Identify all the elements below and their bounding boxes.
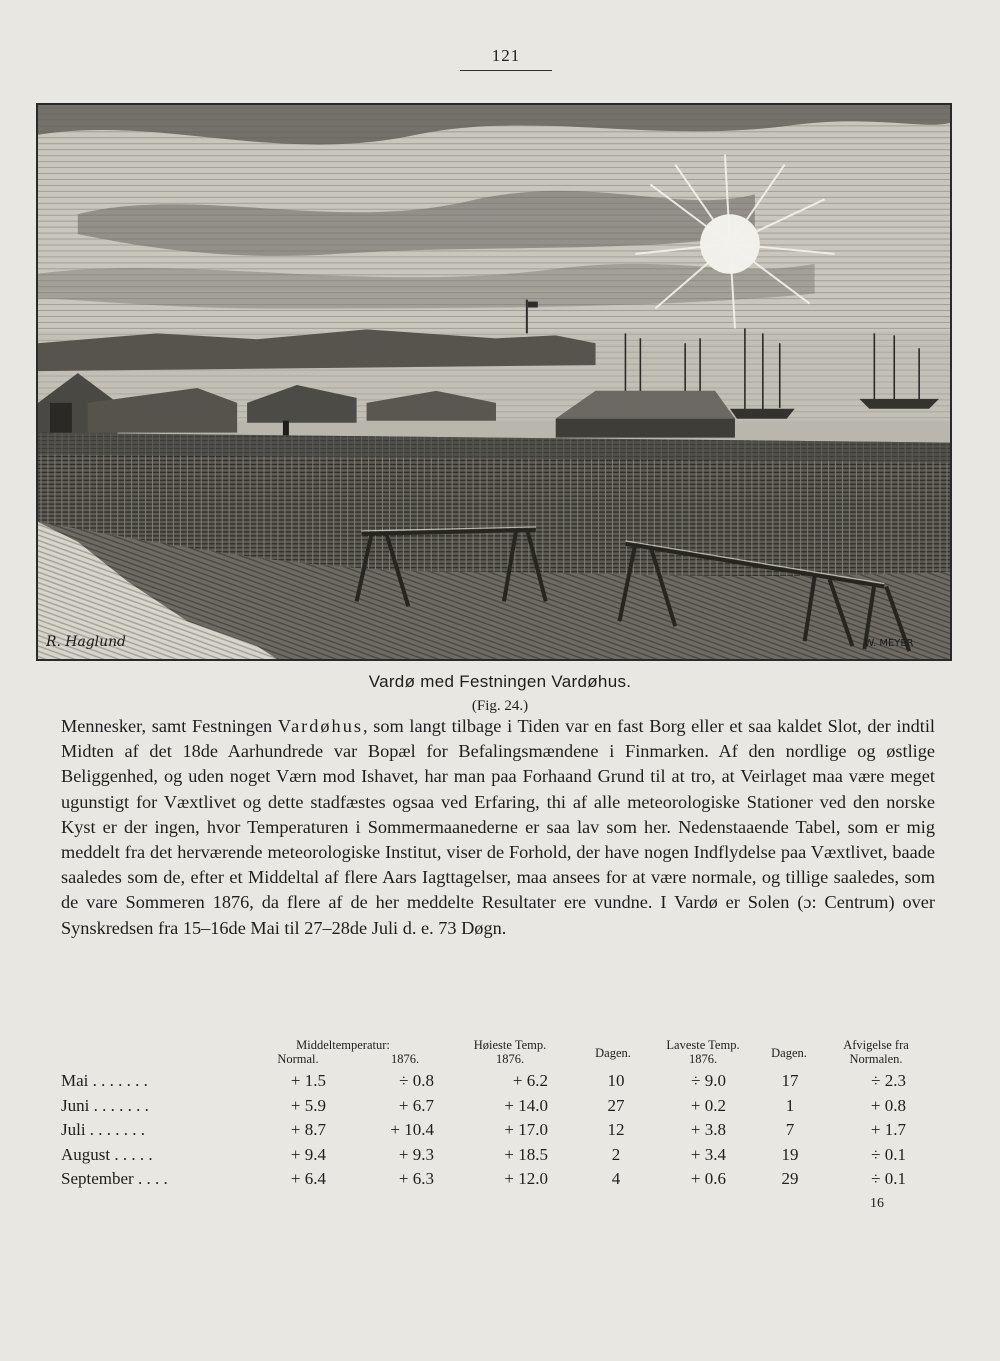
normal-temp: + 9.4 xyxy=(290,1144,326,1164)
normal-temp: + 5.9 xyxy=(290,1095,326,1115)
high-temp: + 12.0 xyxy=(504,1169,548,1188)
temp-1876: + 6.7 xyxy=(398,1095,434,1115)
header-dagen-2: Dagen. xyxy=(771,1046,807,1060)
header-1876: 1876. xyxy=(390,1052,420,1066)
temp-1876: ÷ 0.8 xyxy=(399,1071,434,1090)
deviation: + 1.7 xyxy=(870,1120,906,1139)
high-day: 12 xyxy=(607,1120,625,1139)
header-hoieste-year: 1876. xyxy=(495,1052,525,1066)
header-normal: Normal. xyxy=(277,1052,319,1066)
table-row xyxy=(0,1145,1000,1170)
temperature-table xyxy=(0,1071,1000,1194)
header-laveste: Laveste Temp. xyxy=(666,1038,740,1052)
deviation: + 0.8 xyxy=(870,1095,906,1115)
high-day: 2 xyxy=(611,1144,621,1164)
temp-1876: + 10.4 xyxy=(390,1120,434,1139)
low-temp: ÷ 9.0 xyxy=(691,1071,726,1090)
high-temp: + 17.0 xyxy=(504,1120,548,1139)
artist-signature-left: R. Haglund xyxy=(45,634,126,651)
low-temp: + 0.6 xyxy=(690,1169,726,1188)
high-temp: + 18.5 xyxy=(504,1144,548,1164)
deviation: ÷ 2.3 xyxy=(871,1071,906,1090)
header-afvigelse: Afvigelse fra xyxy=(843,1038,909,1052)
high-day: 10 xyxy=(607,1071,625,1090)
table-header xyxy=(0,1038,1000,1068)
header-normalen: Normalen. xyxy=(849,1052,903,1066)
header-laveste-year: 1876. xyxy=(688,1052,718,1066)
header-dagen-1: Dagen. xyxy=(595,1046,631,1060)
low-day: 17 xyxy=(781,1071,799,1090)
signature-mark: 16 xyxy=(870,1196,884,1211)
high-day: 27 xyxy=(607,1095,625,1115)
month-label: September . . . . xyxy=(61,1169,168,1188)
header-middeltemp: Middeltemperatur: xyxy=(296,1038,390,1052)
temp-1876: + 6.3 xyxy=(398,1169,434,1188)
harbor-engraving xyxy=(38,105,950,659)
table-row xyxy=(0,1169,1000,1194)
normal-temp: + 8.7 xyxy=(290,1120,326,1139)
normal-temp: + 1.5 xyxy=(290,1071,326,1090)
low-temp: + 3.8 xyxy=(690,1120,726,1139)
body-text-rest: , som langt tilbage i Tiden var en fast Borg eller et saa kaldet Slot, der indtil Midten af det 18de Aarhundrede var Bopæl for Befalingsmændene i Finmarken. Af den nordlige og østlige Beliggenhed, og uden noget Værn mod Ishavet, har man paa Forhaand Grund til at tro, at Veirlaget maa være meget ugunstigt for Væxtlivet og dette stadfæstes ogsaa ved Erfaring, thi af alle meteorologiske Stationer ved den norske Kyst er der ingen, hvor Temperaturen i Sommermaanederne er saa lav som her. Nedenstaaende Tabel, som er mig meddelt fra det herværende meteorologiske Institut, viser de Forhold, der have nogen Indflydelse paa Væxtlivet, baade saaledes som de, efter et Middeltal af flere Aars Iagttagelser, maa ansees for at være normale, og tillige saaledes, som de vare Sommeren 1876, da flere af de her meddelte Resultater ere vundne. I Vardø er Solen (ɔ: Centrum) over Synskredsen fra 15–16de Mai til 27–28de Juli d. e. 73 Døgn. xyxy=(61,716,935,938)
figure-reference: (Fig. 24.) xyxy=(471,698,529,714)
low-temp: + 3.4 xyxy=(690,1144,726,1164)
body-text-start: Mennesker, samt Festningen xyxy=(61,716,278,736)
temp-1876: + 9.3 xyxy=(398,1144,434,1164)
page-number: 121 xyxy=(460,46,552,71)
high-temp: + 14.0 xyxy=(504,1095,548,1115)
artist-signature-right: W. MEYER xyxy=(864,638,914,650)
high-day: 4 xyxy=(611,1169,621,1188)
month-label: August . . . . . xyxy=(61,1144,153,1164)
body-paragraph xyxy=(61,714,935,941)
table-row xyxy=(0,1096,1000,1121)
low-temp: + 0.2 xyxy=(690,1095,726,1115)
deviation: ÷ 0.1 xyxy=(871,1169,906,1188)
deviation: ÷ 0.1 xyxy=(871,1144,906,1164)
low-day: 1 xyxy=(785,1095,795,1115)
normal-temp: + 6.4 xyxy=(290,1169,326,1188)
table-row xyxy=(0,1120,1000,1145)
engraving-illustration xyxy=(36,103,952,661)
high-temp: + 6.2 xyxy=(512,1071,548,1090)
header-hoieste: Høieste Temp. xyxy=(473,1038,547,1052)
low-day: 19 xyxy=(781,1144,799,1164)
low-day: 7 xyxy=(785,1120,795,1139)
table-row xyxy=(0,1071,1000,1096)
fortress-name: Vardøhus xyxy=(277,716,363,736)
month-label: Mai . . . . . . . xyxy=(61,1071,148,1090)
month-label: Juni . . . . . . . xyxy=(61,1095,149,1115)
figure-caption: Vardø med Festningen Vardøhus. xyxy=(368,672,632,691)
month-label: Juli . . . . . . . xyxy=(61,1120,146,1139)
low-day: 29 xyxy=(781,1169,799,1188)
